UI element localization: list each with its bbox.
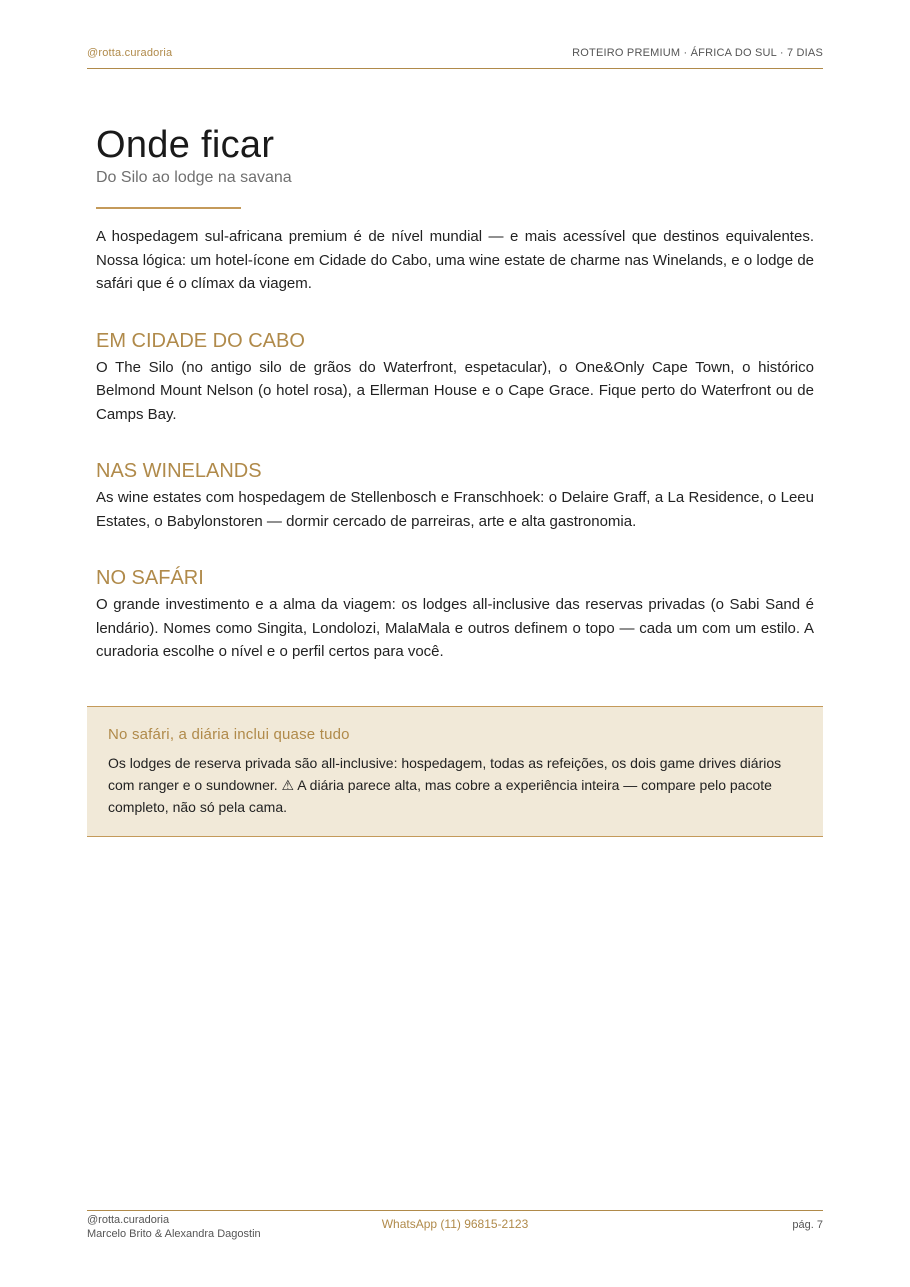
footer-page-number: pág. 7 [792, 1219, 823, 1231]
page-content [96, 122, 814, 664]
page-header [87, 46, 823, 69]
title-divider [96, 207, 241, 209]
callout-text: Os lodges de reserva privada são all-inclusive: hospedagem, todas as refeições, os dois game drives diários com ranger e o sundowner. ⚠ A diária parece alta, mas cobre a experiência inteira — compare pelo pacote completo, não só pela cama. [108, 755, 782, 815]
safari-callout-box [87, 706, 823, 837]
page-subtitle: Do Silo ao lodge na savana [96, 169, 292, 186]
footer-whatsapp-contact: WhatsApp (11) 96815-2123 [381, 1217, 529, 1231]
section-text-cidade-do-cabo: O The Silo (no antigo silo de grãos do Waterfront, espetacular), o One&Only Cape Town, o histórico Belmond Mount Nelson (o hotel rosa), a Ellerman House e o Cape Grace. Fique perto do Waterfront ou de Camps Bay. [96, 358, 814, 423]
footer-handle: @rotta.curadoria [87, 1214, 170, 1226]
section-text-safari: O grande investimento e a alma da viagem: os lodges all-inclusive das reservas privadas (o Sabi Sand é lendário). Nomes como Singita, Londolozi, MalaMala e outros definem o topo — cada um com um estilo. A curadoria escolhe o nível e o perfil certos para você. [96, 596, 814, 660]
header-handle: @rotta.curadoria [87, 47, 173, 59]
section-heading-cidade-do-cabo: EM CIDADE DO CABO [96, 329, 305, 352]
header-document-title: ROTEIRO PREMIUM · ÁFRICA DO SUL · 7 DIAS [572, 47, 823, 59]
page-title: Onde ficar [96, 124, 275, 166]
callout-title: No safári, a diária inclui quase tudo [108, 726, 350, 743]
section-heading-safari: NO SAFÁRI [96, 567, 204, 589]
section-text-winelands: As wine estates com hospedagem de Stellenbosch e Franschhoek: o Delaire Graff, a La Residence, o Leeu Estates, o Babylonstoren — dormir cercado de parreiras, arte e alta gastronomia. [96, 489, 814, 530]
intro-paragraph: A hospedagem sul-africana premium é de nível mundial — e mais acessível que destinos equivalentes. Nossa lógica: um hotel-ícone em Cidade do Cabo, uma wine estate de charme nas Winelands, e o lodge de safári que é o clímax da viagem. [96, 228, 814, 292]
section-heading-winelands: NAS WINELANDS [96, 460, 262, 482]
footer-authors: Marcelo Brito & Alexandra Dagostin [87, 1228, 261, 1240]
page-footer [87, 1210, 823, 1251]
